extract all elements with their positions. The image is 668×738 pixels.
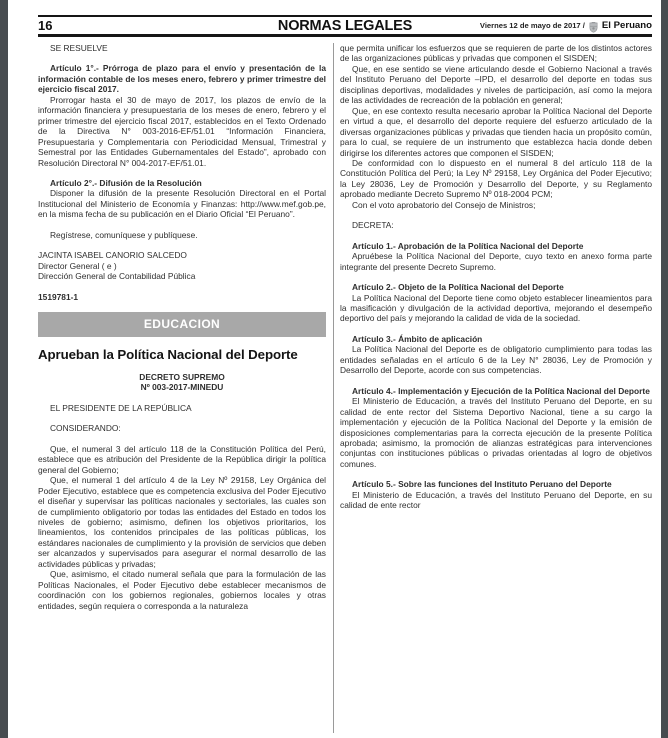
article-1-heading: Artículo 1°.- Prórroga de plazo para el envío y presentación de la información contable de los meses enero, febrero y primer trimestre del ejercicio fiscal 2017.	[38, 63, 326, 95]
brand-logo-text: El Peruano	[601, 20, 652, 31]
date-text: Viernes 12 de mayo de 2017 /	[479, 21, 585, 30]
article-2-heading: Artículo 2°.- Difusión de la Resolución	[50, 177, 202, 188]
council-vote-clause: Con el voto aprobatorio del Consejo de Ministros;	[352, 199, 536, 210]
considerando-label: CONSIDERANDO:	[50, 423, 121, 434]
decree-title: Aprueban la Política Nacional del Deporte	[38, 346, 298, 362]
ds-article-4-body: El Ministerio de Educación, a través del Instituto Peruano del Deporte, en su calidad de ente rector del Sistema Deportivo Nacional, tiene a su cargo la implementación y ejecución de la Política Nacional del Deporte y la emisión de disposiciones complementarias para la correcta ejecución de la presente Política aprobada; asimismo, la promoción de alianzas estratégicas para intervenciones conjuntas con instituciones públicas o privadas orientadas al logro de objetivos comunes.	[340, 396, 652, 469]
date-brand-group	[480, 20, 652, 31]
page-number: 16	[38, 18, 53, 33]
decreta-label: DECRETA:	[352, 220, 394, 231]
page-header	[38, 17, 652, 34]
recital-1: Que, el numeral 3 del artículo 118 de la Constitución Política del Perú, establece que es atribución del Presidente de la República dirigir la política general del Gobierno;	[38, 443, 326, 475]
signature-block-line: Dirección General de Contabilidad Pública	[38, 271, 196, 282]
scan-edge-left	[0, 0, 8, 738]
decree-number-heading-line: Nº 003-2017-MINEDU	[140, 382, 224, 393]
scan-edge-right	[661, 0, 668, 738]
el-peruano-crest-icon	[588, 20, 599, 31]
ds-article-5-heading: Artículo 5.- Sobre las funciones del Instituto Peruano del Deporte	[352, 479, 612, 490]
ds-article-2-heading: Artículo 2.- Objeto de la Política Nacional del Deporte	[352, 282, 564, 293]
ds-article-1-body: Apruébese la Política Nacional del Deporte, cuyo texto en anexo forma parte integrante del presente Decreto Supremo.	[340, 251, 652, 272]
ds-article-3-heading: Artículo 3.- Ámbito de aplicación	[352, 333, 483, 344]
left-column	[38, 43, 326, 733]
signature-block	[38, 250, 326, 281]
recital-continuation: que permita unificar los esfuerzos que se requieren de parte de los distintos actores de las organizaciones públicas y privadas que componen el SISDEN;	[340, 43, 652, 64]
recital-context: Que, en ese contexto resulta necesario aprobar la Política Nacional del Deporte en virtud a que, el desarrollo del deporte requiere del esfuerzo articulado de la diversas organizaciones públicas y privadas que tienden hacia un propósito común, para lo cual, se requiere de un instrumento que establezca hacia donde deben dirigirse los diferentes actores que componen el SISDEN;	[340, 105, 652, 158]
ds-article-4-heading: Artículo 4.- Implementación y Ejecución de la Política Nacional del Deporte	[352, 385, 650, 396]
two-column-body	[38, 43, 652, 733]
signature-block-line: Director General ( e )	[38, 260, 117, 271]
record-number: 1519781-1	[38, 291, 79, 302]
president-line: EL PRESIDENTE DE LA REPÚBLICA	[50, 402, 192, 413]
decree-number-heading	[38, 372, 326, 393]
decree-number-heading-line: DECRETO SUPREMO	[139, 372, 225, 383]
column-divider-rule	[333, 43, 334, 733]
recital-3: Que, asimismo, el citado numeral señala que para la formulación de las Políticas Nacionales, el Poder Ejecutivo debe establecer mecanismos de coordinación con los gobiernos regionales, gobiernos locales y otras entidades, según requiera o corresponda a la naturaleza	[38, 569, 326, 611]
ds-article-5-body: El Ministerio de Educación, a través del Instituto Peruano del Deporte, en su calidad de ente rector	[340, 489, 652, 511]
header-bottom-rule	[38, 34, 652, 37]
ds-article-2-body: La Política Nacional del Deporte tiene como objeto establecer lineamientos para la masificación y divulgación de la actividad deportiva, mejorando el desempeño deportivo del país y mejorando la calidad de vida de la sociedad.	[340, 292, 652, 324]
ds-article-3-body: La Política Nacional del Deporte es de obligatorio cumplimiento para todas las entidades señaladas en el artículo 6 de la Ley N° 28036, Ley de Promoción y Desarrollo del Deporte, acorde con sus competencias.	[340, 344, 652, 376]
right-column	[340, 43, 652, 733]
article-1-body: Prorrogar hasta el 30 de mayo de 2017, los plazos de envío de la información financiera y presupuestaria de los meses de enero, febrero y el primer trimestre del ejercicio fiscal 2017, establecidos en el Texto Ordenado de la Directiva N° 003-2016-EF/51.01 “Información Financiera, Presupuestaria y Complementaria con Periodicidad Mensual, Trimestral y Semestral por las Entidades Gubernamentales del Estado”, aprobado con Resolución Directoral N° 004-2017-EF/51.01.	[38, 94, 326, 168]
conformity-clause: De conformidad con lo dispuesto en el numeral 8 del artículo 118 de la Constitución Política del Perú; la Ley Nº 29158, Ley Orgánica del Poder Ejecutivo; la Ley 28036, Ley de Promoción y Desarrollo del Deporte, y su Reglamento aprobado mediante Decreto Supremo Nº 018-2004 PCM;	[340, 157, 652, 200]
signature-block-line: JACINTA ISABEL CANORIO SALCEDO	[38, 250, 187, 261]
recital-sisden-articulation: Que, en ese sentido se viene articulando desde el Gobierno Nacional a través del Instituto Peruano del Deporte –IPD, el desarrollo del deporte en todas sus disciplinas deportivas, modalidades y niveles de participación, así como la mejora de las actividades de recreación de la población en general;	[340, 63, 652, 106]
closing-formula: Regístrese, comuníquese y publíquese.	[50, 229, 198, 240]
article-2-body: Disponer la difusión de la presente Resolución Directoral en el Portal Institucional del Ministerio de Economía y Finanzas: http://www.mef.gob.pe, en la misma fecha de su publicación en el Diario Oficial “El Peruano”.	[38, 188, 326, 220]
recital-2: Que, el numeral 1 del artículo 4 de la Ley Nº 29158, Ley Orgánica del Poder Ejecutivo, establece que es competencia exclusiva del Poder Ejecutivo el diseñar y supervisar las políticas nacionales y sectoriales, las cuales son de cumplimiento obligatorio por todas las entidades del Estado en todos los niveles de gobierno; asimismo, definen los objetivos prioritarios, los lineamientos, los contenidos principales de las políticas públicas, los estándares nacionales de cumplimiento y la provisión de servicios que deben ser alcanzados y supervisados para asegurar el normal desarrollo de las actividades públicas y privadas;	[38, 475, 326, 569]
section-banner-educacion: EDUCACION	[38, 312, 326, 336]
ds-article-1-heading: Artículo 1.- Aprobación de la Política Nacional del Deporte	[352, 240, 584, 251]
page-content	[38, 15, 652, 733]
masthead-title: NORMAS LEGALES	[277, 17, 413, 34]
resolve-clause: SE RESUELVE	[50, 43, 108, 53]
